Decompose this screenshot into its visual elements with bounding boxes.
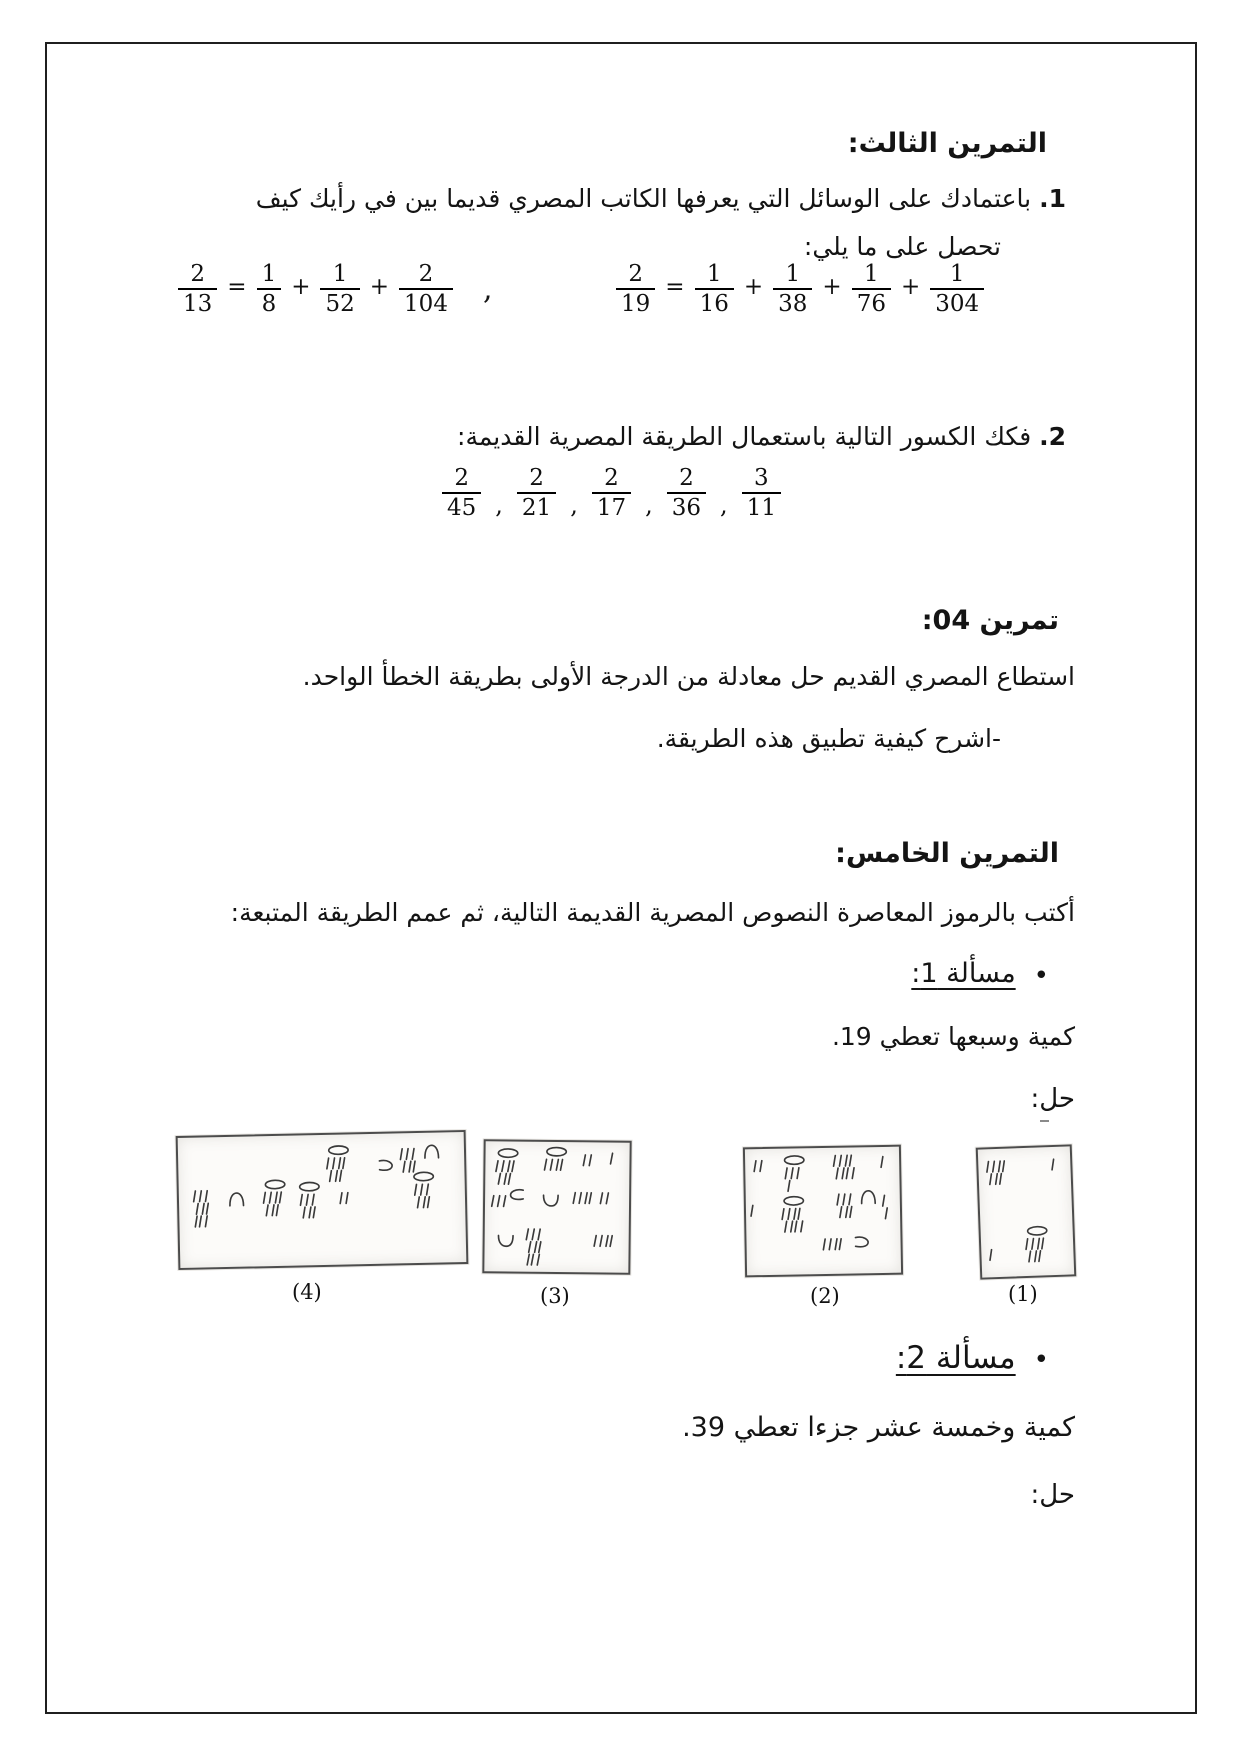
comma-separator: , [495, 491, 503, 520]
figure-label-2: (2) [810, 1284, 840, 1308]
fraction-2-45: $\frac{2}{45}$ [442, 466, 481, 520]
problem2-bullet-row [896, 1340, 1049, 1376]
plus-sign: + [369, 274, 390, 301]
fraction-1-38: $\frac{1}{38}$ [773, 262, 812, 316]
exercise3-item1-line1 [256, 184, 1066, 213]
plus-sign: + [900, 274, 921, 301]
hieroglyph-panel-1 [976, 1144, 1077, 1279]
fraction-2-17: $\frac{2}{17}$ [592, 466, 631, 520]
problem2-solution-label: حل: [1030, 1480, 1075, 1510]
figure-label-4: (4) [292, 1280, 322, 1304]
equation-2-13 [178, 262, 453, 316]
fraction-2-36: $\frac{2}{36}$ [667, 466, 706, 520]
bullet-icon: • [1033, 960, 1049, 991]
item1-marker: 1. [1039, 184, 1066, 213]
exercise3-item1-line2: تحصل على ما يلي: [803, 232, 1001, 261]
plus-sign: + [822, 274, 842, 301]
problem2-statement: كمية وخمسة عشر جزءا تعطي 39. [682, 1412, 1075, 1443]
hieroglyph-panel-2 [743, 1145, 903, 1278]
hieroglyph-panel-3 [482, 1139, 631, 1275]
problem2-title: مسألة 2: [895, 1340, 1016, 1376]
fraction-1-52: $\frac{1}{52}$ [320, 262, 359, 316]
fraction-3-11: $\frac{3}{11}$ [742, 466, 781, 520]
figure-label-1: (1) [1008, 1282, 1038, 1306]
plus-sign: + [743, 274, 764, 301]
item2-text: فكك الكسور التالية باستعمال الطريقة المصرية القديمة: [457, 422, 1032, 451]
equals-sign: = [665, 274, 685, 301]
exercise4-heading: تمرين 04: [921, 605, 1059, 636]
comma-separator: , [570, 491, 578, 520]
comma-separator: , [645, 491, 653, 520]
item1-text: باعتمادك على الوسائل التي يعرفها الكاتب المصري قديما بين في رأيك كيف [255, 184, 1032, 213]
fraction-2-19: $\frac{2}{19}$ [616, 262, 655, 316]
exercise3-item2 [457, 422, 1066, 451]
exercise5-intro: أكتب بالرموز المعاصرة النصوص المصرية القديمة التالية، ثم عمم الطريقة المتبعة: [230, 898, 1075, 927]
fraction-1-76: $\frac{1}{76}$ [852, 262, 891, 316]
item2-marker: 2. [1039, 422, 1066, 451]
exercise4-line1: استطاع المصري القديم حل معادلة من الدرجة الأولى بطريقة الخطأ الواحد. [302, 662, 1075, 691]
fraction-2-104: $\frac{2}{104}$ [399, 262, 453, 316]
problem1-solution-label: حل: [1030, 1084, 1075, 1114]
problem1-bullet-row [911, 958, 1049, 989]
fraction-2-13: $\frac{2}{13}$ [178, 262, 217, 316]
hieroglyph-sketch-1 [978, 1146, 1074, 1277]
hieroglyph-sketch-2 [745, 1147, 901, 1276]
stray-scan-mark [1040, 1120, 1049, 1122]
fraction-1-304: $\frac{1}{304}$ [930, 262, 984, 316]
fraction-1-16: $\frac{1}{16}$ [695, 262, 734, 316]
equation-separator-comma: , [483, 272, 493, 307]
equals-sign: = [227, 274, 247, 301]
figure-label-3: (3) [540, 1284, 570, 1308]
problem1-title: مسألة 1: [911, 958, 1016, 989]
exercise5-heading: التمرين الخامس: [835, 838, 1059, 869]
fractions-list [442, 466, 781, 520]
plus-sign: + [291, 274, 311, 301]
hieroglyph-sketch-4 [178, 1132, 467, 1268]
fraction-1-8: $\frac{1}{8}$ [257, 262, 282, 316]
equation-2-19 [616, 262, 984, 316]
hieroglyph-sketch-3 [484, 1141, 629, 1273]
hieroglyph-panel-4 [176, 1130, 469, 1270]
problem1-statement: كمية وسبعها تعطي 19. [831, 1022, 1075, 1051]
fraction-2-21: $\frac{2}{21}$ [517, 466, 556, 520]
exercise4-line2: -اشرح كيفية تطبيق هذه الطريقة. [656, 724, 1001, 753]
comma-separator: , [720, 491, 728, 520]
bullet-icon: • [1033, 1345, 1049, 1375]
exercise3-heading: التمرين الثالث: [847, 128, 1047, 159]
